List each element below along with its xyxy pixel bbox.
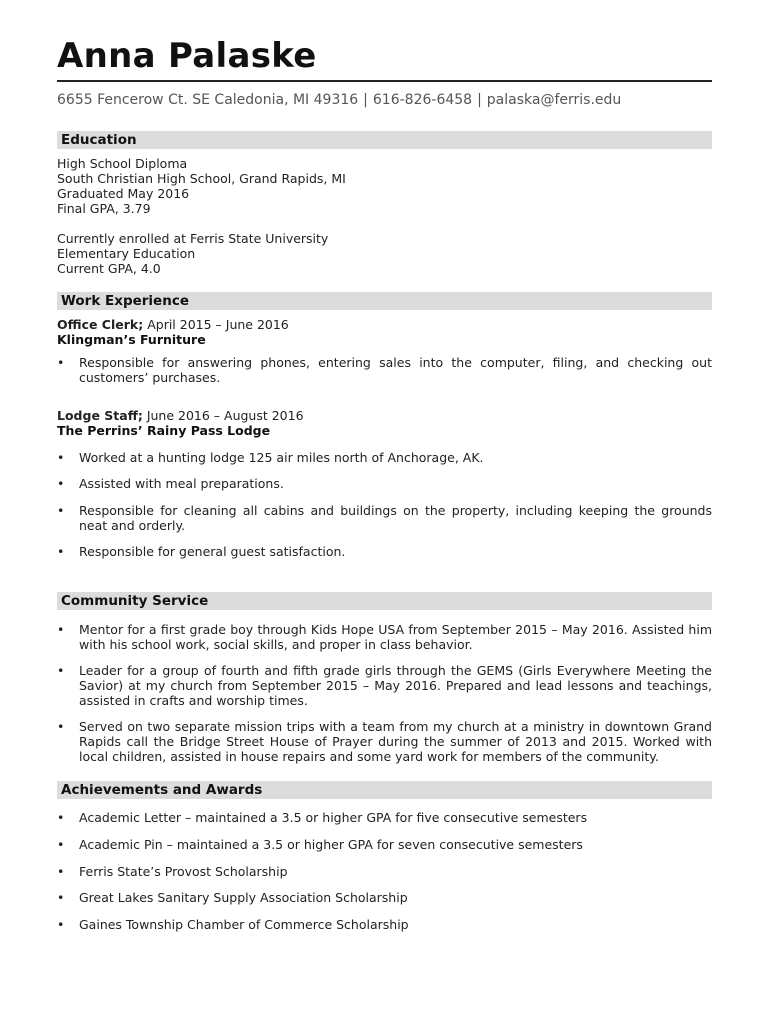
header-divider — [57, 80, 712, 82]
section-heading-work: Work Experience — [57, 292, 712, 310]
education-line: Graduated May 2016 — [57, 186, 190, 201]
contact-address: 6655 Fencerow Ct. SE Caledonia, MI 49316 — [57, 92, 359, 108]
education-university — [57, 231, 328, 276]
contact-separator: | — [477, 92, 482, 108]
job-title-line — [57, 408, 304, 423]
bullet-icon: • — [57, 355, 65, 370]
bullet-icon: • — [57, 810, 65, 825]
job-title-line — [57, 317, 289, 332]
bullet-icon: • — [57, 890, 65, 905]
bullet-icon: • — [57, 837, 65, 852]
list-item: • Academic Letter – maintained a 3.5 or higher GPA for five consecutive semesters — [57, 810, 588, 825]
list-item: • Leader for a group of fourth and fifth grade girls through the GEMS (Girls Everywhere Meeting the Savior) at my church from September 2015 – May 2016. Prepared and lead lessons and teachings, assisted in crafts and worship times. — [57, 663, 712, 708]
list-item: • Gaines Township Chamber of Commerce Scholarship — [57, 917, 409, 932]
job-title: Office Clerk; — [57, 317, 144, 332]
job-title: Lodge Staff; — [57, 408, 143, 423]
list-item: • Ferris State’s Provost Scholarship — [57, 864, 288, 879]
list-item: • Worked at a hunting lodge 125 air miles north of Anchorage, AK. — [57, 450, 484, 465]
contact-phone: 616-826-6458 — [372, 92, 473, 108]
list-item: • Served on two separate mission trips with a team from my church at a ministry in downtown Grand Rapids call the Bridge Street House of Prayer during the summer of 2013 and 2015. Worked with local children, assisted in house repairs and some yard work for members of the community. — [57, 719, 712, 764]
bullet-icon: • — [57, 719, 65, 734]
list-item: • Great Lakes Sanitary Supply Association Scholarship — [57, 890, 408, 905]
contact-email[interactable]: palaska@ferris.edu — [486, 92, 622, 108]
contact-line — [57, 90, 621, 110]
bullet-icon: • — [57, 476, 65, 491]
bullet-icon: • — [57, 917, 65, 932]
bullet-icon: • — [57, 622, 65, 637]
list-item: • Responsible for answering phones, entering sales into the computer, filing, and checking out customers’ purchases. — [57, 355, 712, 385]
section-heading-community: Community Service — [57, 592, 712, 610]
list-item: • Academic Pin – maintained a 3.5 or higher GPA for seven consecutive semesters — [57, 837, 583, 852]
job-dates: June 2016 – August 2016 — [146, 408, 304, 423]
education-line: Elementary Education — [57, 246, 196, 261]
bullet-icon: • — [57, 544, 65, 559]
bullet-icon: • — [57, 864, 65, 879]
bullet-icon: • — [57, 503, 65, 518]
candidate-name: Anna Palaske — [57, 36, 317, 76]
list-item: • Responsible for cleaning all cabins and buildings on the property, including keeping the grounds neat and orderly. — [57, 503, 712, 533]
section-heading-awards: Achievements and Awards — [57, 781, 712, 799]
job-employer: Klingman’s Furniture — [57, 332, 206, 347]
education-line: Currently enrolled at Ferris State University — [57, 231, 329, 246]
bullet-icon: • — [57, 663, 65, 678]
list-item: • Mentor for a first grade boy through Kids Hope USA from September 2015 – May 2016. Assisted him with his school work, social skills, and proper in class behavior. — [57, 622, 712, 652]
education-high-school — [57, 156, 346, 216]
contact-separator: | — [363, 92, 368, 108]
list-item: • Assisted with meal preparations. — [57, 476, 284, 491]
bullet-icon: • — [57, 450, 65, 465]
job-employer: The Perrins’ Rainy Pass Lodge — [57, 423, 271, 438]
education-line: South Christian High School, Grand Rapids, MI — [57, 171, 346, 186]
education-line: Current GPA, 4.0 — [57, 261, 161, 276]
section-heading-education: Education — [57, 131, 712, 149]
job-dates: April 2015 – June 2016 — [147, 317, 289, 332]
list-item: • Responsible for general guest satisfaction. — [57, 544, 346, 559]
education-line: Final GPA, 3.79 — [57, 201, 151, 216]
education-line: High School Diploma — [57, 156, 188, 171]
